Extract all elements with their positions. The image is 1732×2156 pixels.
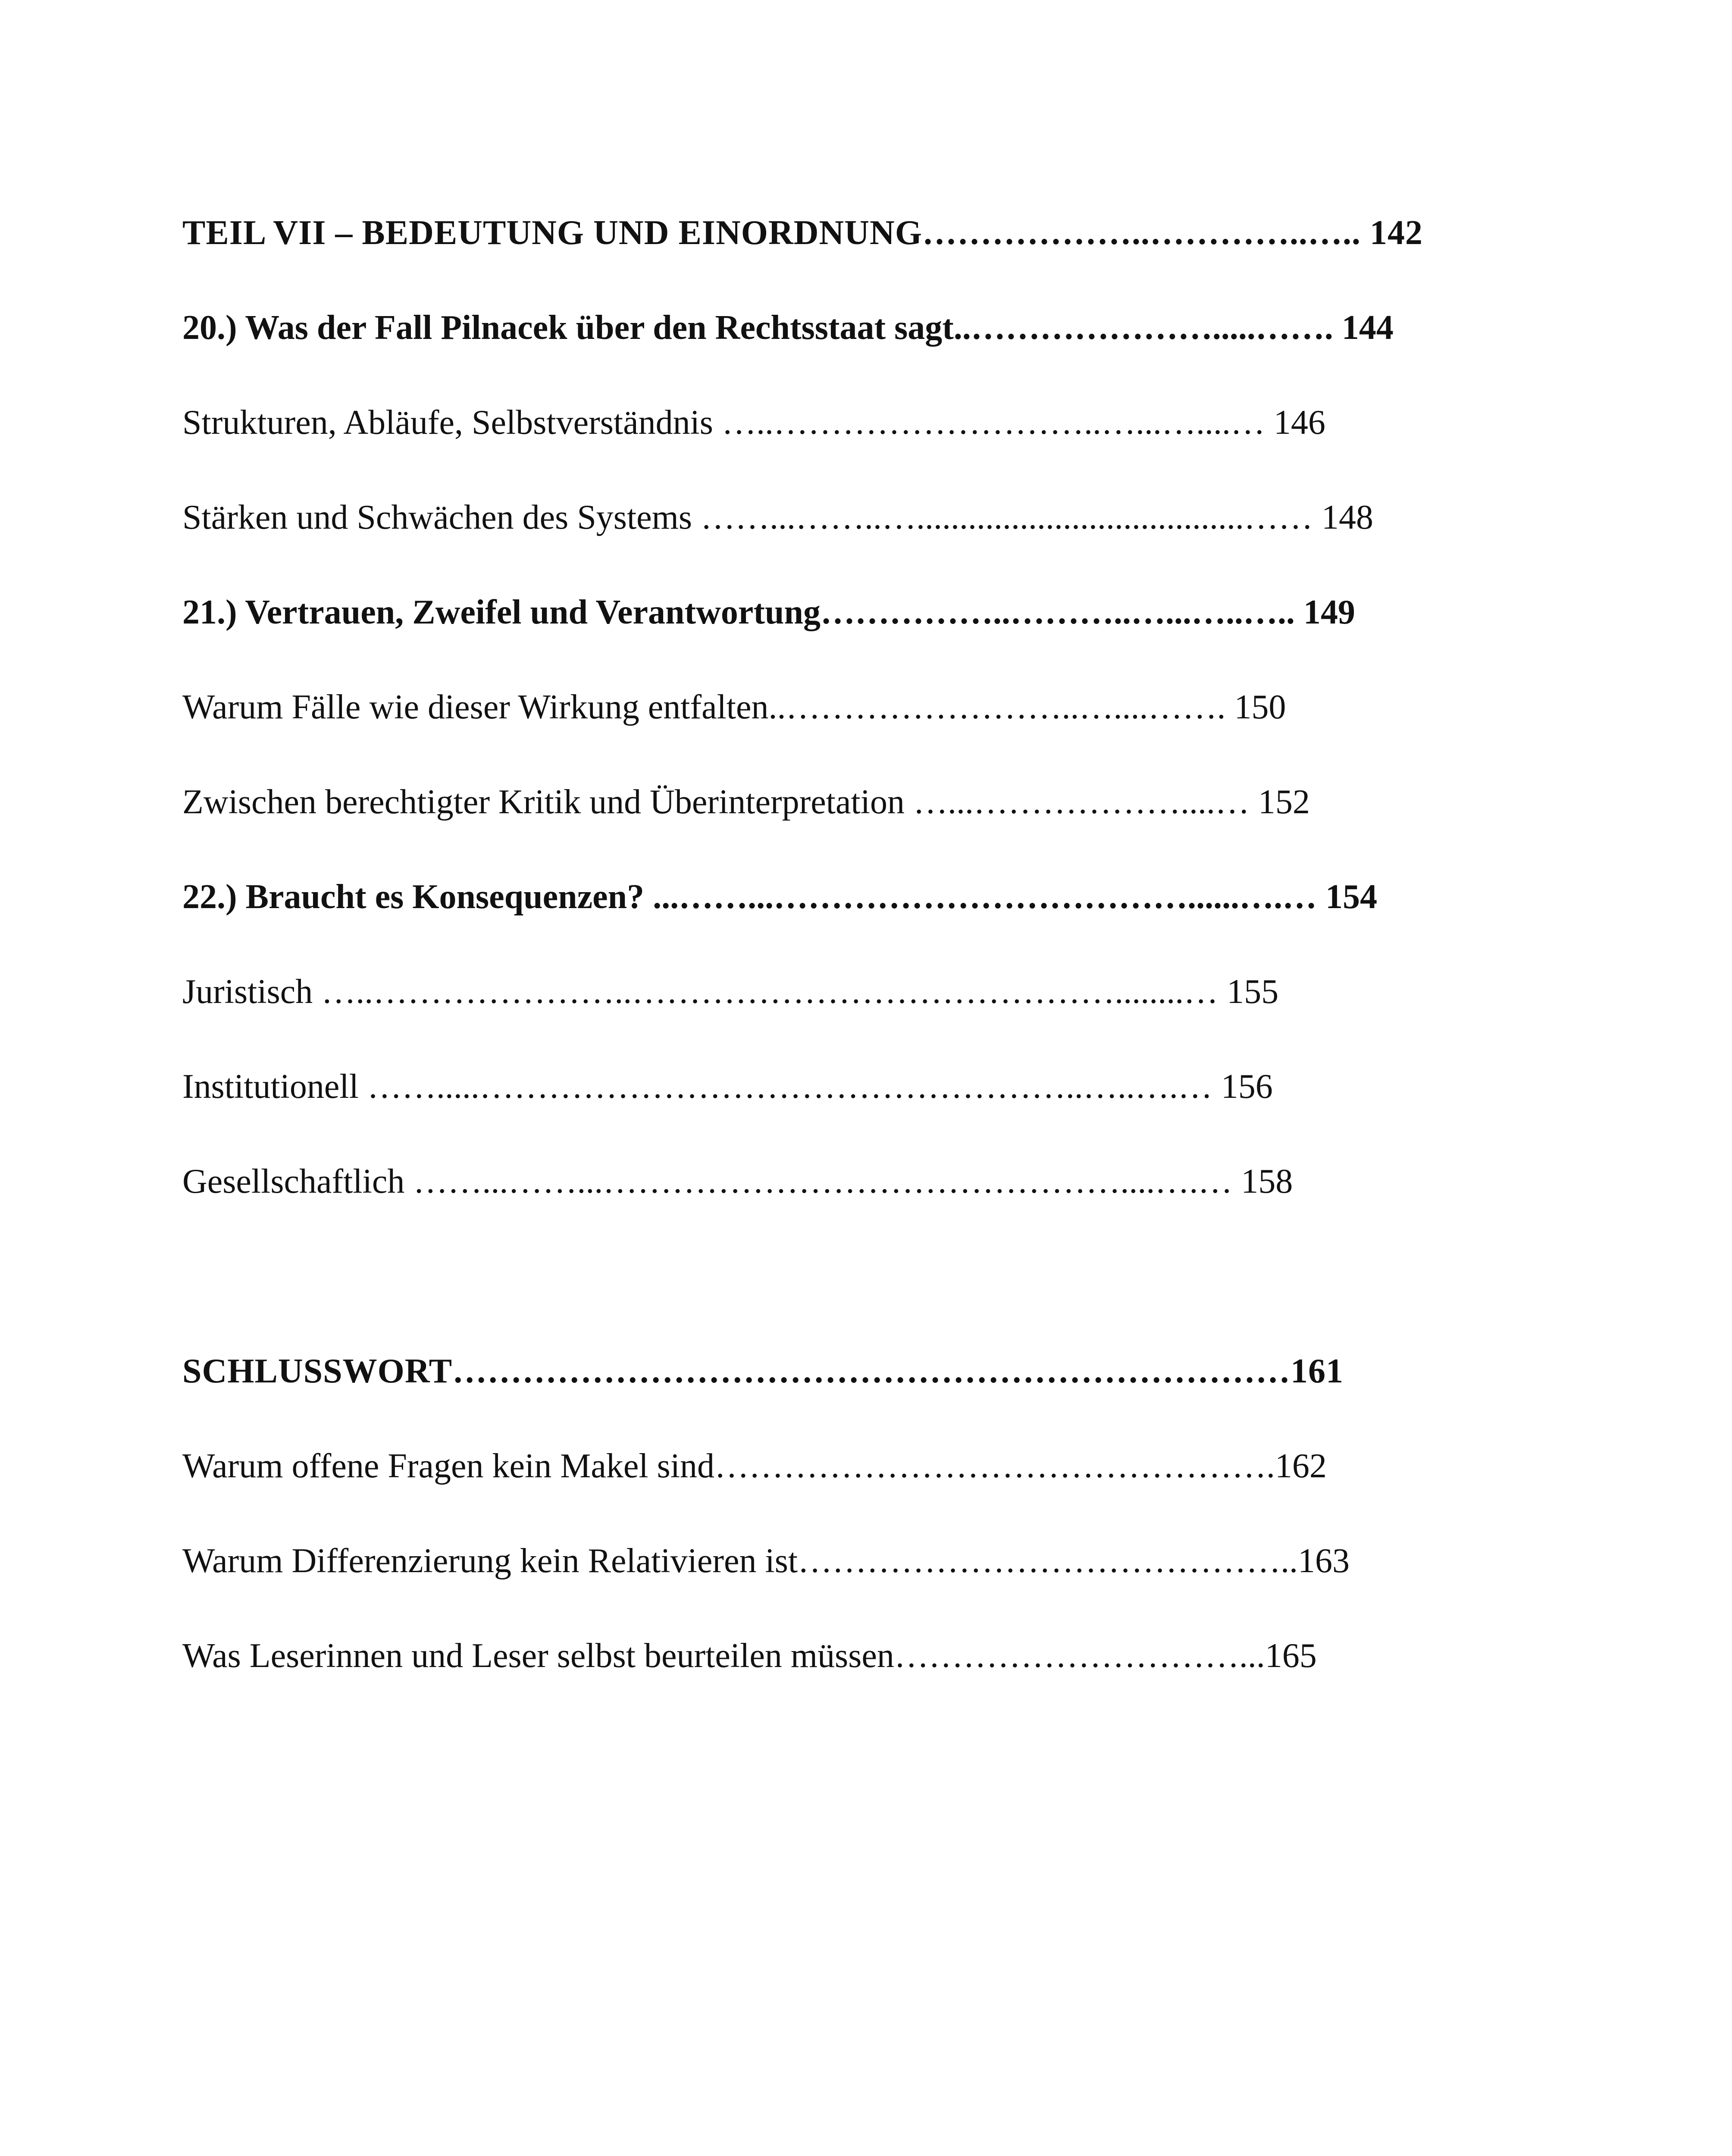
toc-entry-text: Warum Fälle wie dieser Wirkung entfalten..……………………..…....……. 150 xyxy=(182,688,1286,726)
toc-entry-text: TEIL VII – BEDEUTUNG UND EINORDNUNG………………..…………..….. 142 xyxy=(182,214,1423,252)
toc-entry-text: Institutionell …….....……………………………………………..…..….… 156 xyxy=(182,1068,1273,1106)
toc-entry-section xyxy=(0,1061,1732,1112)
toc-entry-text: Zwischen berechtigter Kritik und Überinterpretation …...………………....… 152 xyxy=(182,783,1310,821)
toc-entry-text: Stärken und Schwächen des Systems ……...……..…......................................…… 148 xyxy=(182,498,1374,536)
toc-entry-text: Gesellschaftlich ……...……...………………………………………....….… 158 xyxy=(182,1163,1293,1200)
toc-entry-text: Was Leserinnen und Leser selbst beurteilen müssen…………………………...165 xyxy=(182,1637,1317,1675)
toc-entry-text: Warum Differenzierung kein Relativieren ist……………………………………..163 xyxy=(182,1542,1350,1580)
toc-entry-section xyxy=(0,966,1732,1018)
toc-entry-section xyxy=(0,1440,1732,1492)
toc-entry-section xyxy=(0,1156,1732,1207)
toc-entry-chapter-22 xyxy=(0,871,1732,923)
toc-entry-text: Strukturen, Abläufe, Selbstverständnis …..………………………..…...…....… 146 xyxy=(182,404,1325,442)
toc-entry-section xyxy=(0,681,1732,733)
toc-entry-text: SCHLUSSWORT………………………………………………………………161 xyxy=(182,1352,1344,1390)
toc-entry-section xyxy=(0,397,1732,448)
toc-entry-schlusswort xyxy=(0,1345,1732,1397)
toc-entry-text: 22.) Braucht es Konsequenzen? ...……...………………………………......….… 154 xyxy=(182,878,1378,916)
toc-entry-text: Warum offene Fragen kein Makel sind………………………………………….162 xyxy=(182,1447,1327,1485)
toc-entry-section xyxy=(0,776,1732,828)
toc-entry-part-vii xyxy=(0,207,1732,259)
toc-entry-chapter-21 xyxy=(0,586,1732,638)
toc-entry-section xyxy=(0,1630,1732,1682)
toc-entry-text: 21.) Vertrauen, Zweifel und Verantwortung……………..………..…...…..….. 149 xyxy=(182,593,1356,631)
toc-entry-text: Juristisch …..…………………..……………………………………........… 155 xyxy=(182,973,1279,1011)
toc-entry-text: 20.) Was der Fall Pilnacek über den Rechtsstaat sagt..………………….....……. 144 xyxy=(182,309,1394,347)
toc-entry-chapter-20 xyxy=(0,302,1732,354)
toc-entry-section xyxy=(0,492,1732,543)
toc-entry-section xyxy=(0,1535,1732,1587)
